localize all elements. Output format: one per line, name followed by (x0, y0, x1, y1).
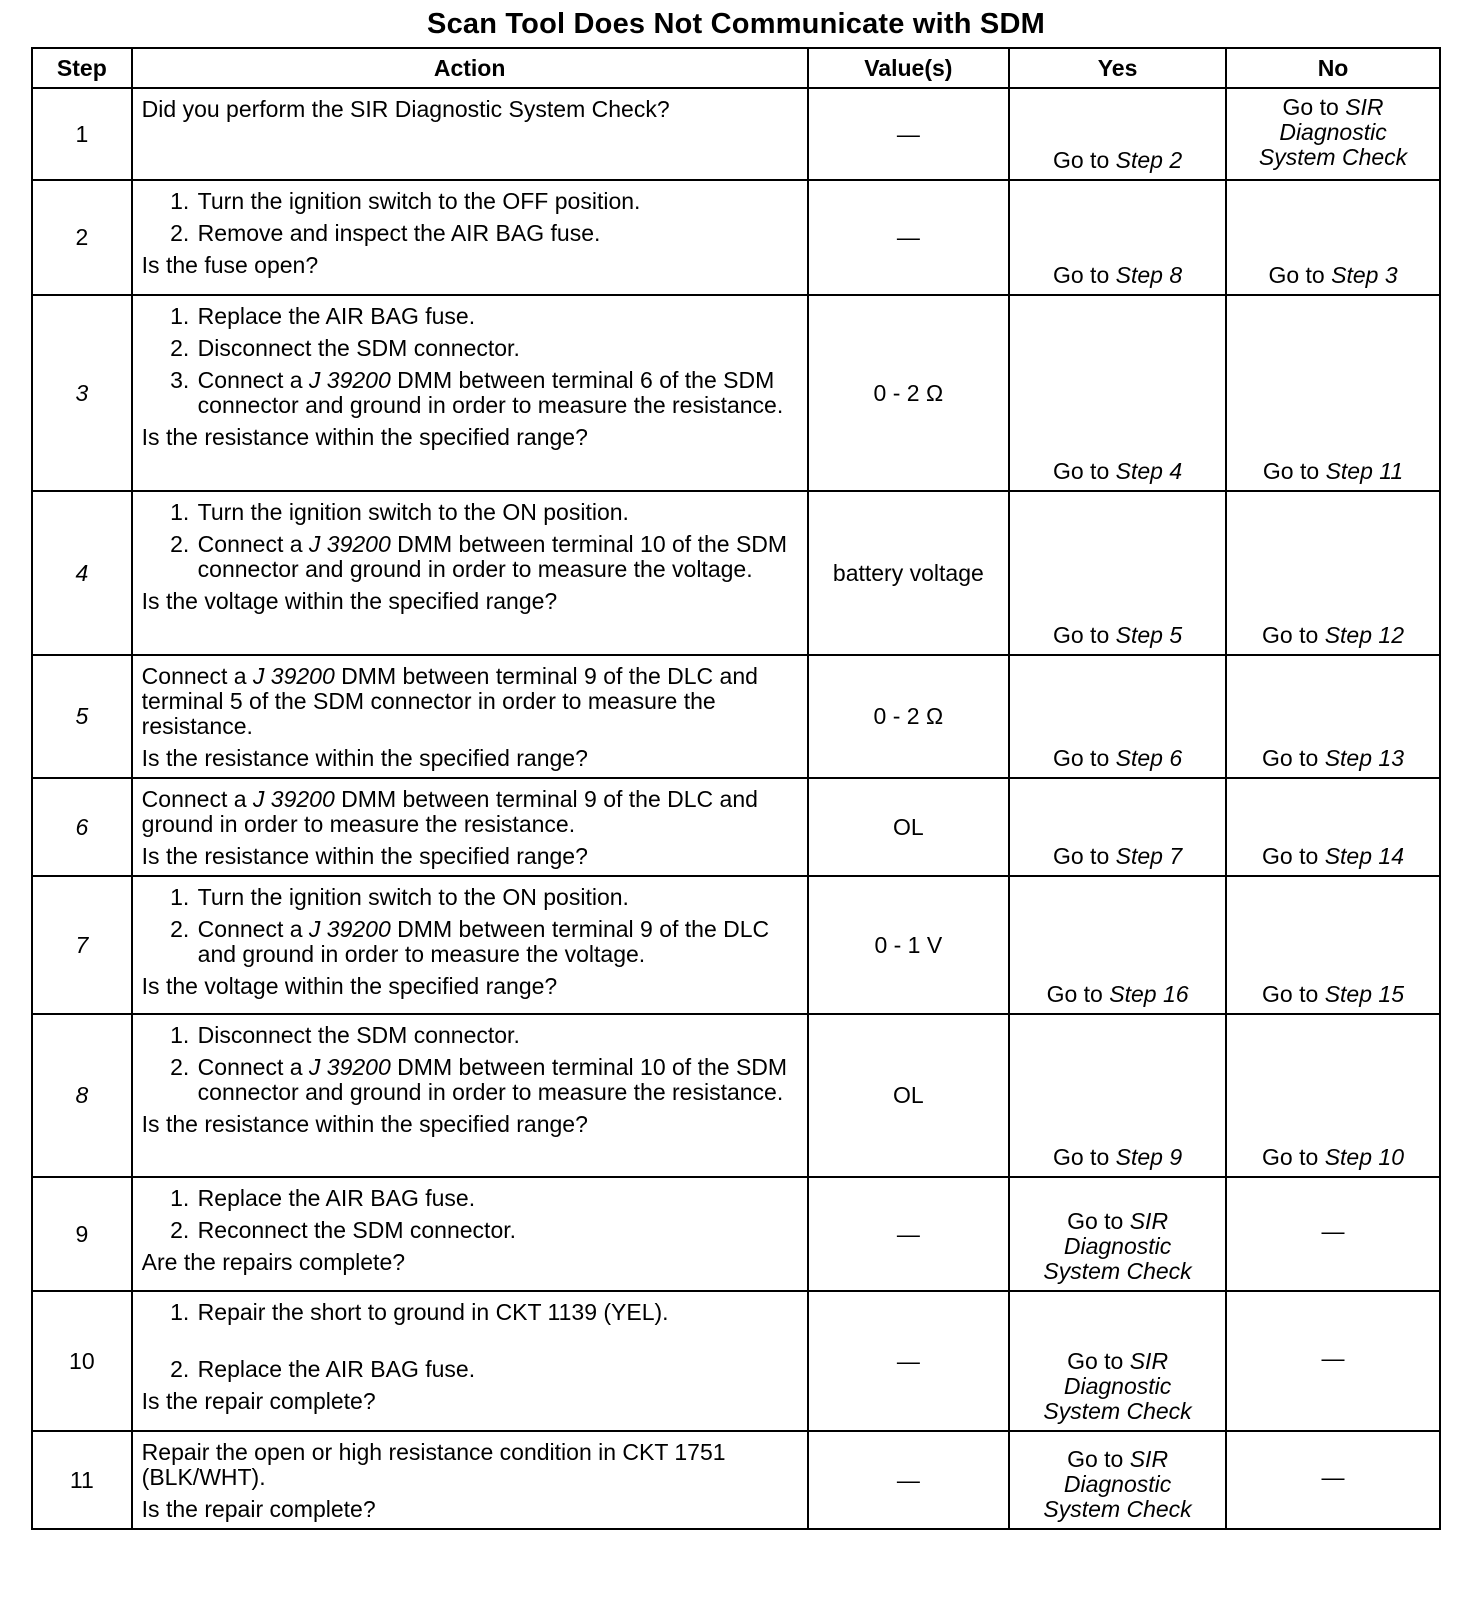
action-item: 1. Turn the ignition switch to the OFF position. (196, 189, 799, 214)
action-item: 1. Turn the ignition switch to the ON position. (196, 500, 799, 525)
header-action: Action (132, 48, 808, 88)
no-cell: Go to Step 10 (1226, 1014, 1440, 1177)
yes-cell: Go to Step 8 (1009, 180, 1226, 295)
step-number: 3 (32, 295, 132, 491)
action-item: 2. Connect a J 39200 DMM between terminal 10 of the SDM connector and ground in order to measure the voltage. (196, 532, 799, 582)
action-item: 1. Replace the AIR BAG fuse. (196, 1186, 799, 1211)
action-text: Repair the open or high resistance condition in CKT 1751 (BLK/WHT). (141, 1439, 726, 1490)
table-row (32, 1431, 1440, 1529)
no-cell: Go to Step 15 (1226, 876, 1440, 1014)
no-cell: Go to Step 13 (1226, 655, 1440, 778)
table-row (32, 88, 1440, 180)
step-number: 5 (32, 655, 132, 778)
step-number: 7 (32, 876, 132, 1014)
action-item: 1. Repair the short to ground in CKT 1139 (YEL). (196, 1300, 799, 1325)
page-title: Scan Tool Does Not Communicate with SDM (427, 8, 1045, 40)
value-cell: — (808, 180, 1009, 295)
table-row (32, 876, 1440, 1014)
action-item: 2. Remove and inspect the AIR BAG fuse. (196, 221, 799, 246)
action-cell (132, 491, 808, 655)
no-cell: — (1226, 1177, 1440, 1291)
action-item: 1. Replace the AIR BAG fuse. (196, 304, 799, 329)
value-cell: 0 - 1 V (808, 876, 1009, 1014)
yes-cell: Go to Step 7 (1009, 778, 1226, 876)
no-cell: Go to SIR Diagnostic System Check (1226, 88, 1440, 180)
action-item: 1. Disconnect the SDM connector. (196, 1023, 799, 1048)
action-item: 2. Connect a J 39200 DMM between terminal 9 of the DLC and ground in order to measure the voltage. (196, 917, 799, 967)
action-text: Connect a J 39200 DMM between terminal 9 of the DLC and terminal 5 of the SDM connector in order to measure the resistance. (141, 663, 758, 739)
action-cell (132, 876, 808, 1014)
value-cell: — (808, 1431, 1009, 1529)
value-cell: battery voltage (808, 491, 1009, 655)
no-cell: — (1226, 1291, 1440, 1431)
yes-cell: Go to Step 5 (1009, 491, 1226, 655)
header-value: Value(s) (808, 48, 1009, 88)
step-number: 4 (32, 491, 132, 655)
no-cell: Go to Step 3 (1226, 180, 1440, 295)
action-question: Is the resistance within the specified range? (141, 843, 588, 869)
value-cell: OL (808, 1014, 1009, 1177)
step-number: 1 (32, 88, 132, 180)
value-cell: 0 - 2 Ω (808, 295, 1009, 491)
action-cell (132, 180, 808, 295)
yes-cell: Go to SIR Diagnostic System Check (1009, 1177, 1226, 1291)
yes-cell: Go to Step 16 (1009, 876, 1226, 1014)
value-cell: — (808, 88, 1009, 180)
yes-cell: Go to SIR Diagnostic System Check (1009, 1291, 1226, 1431)
step-number: 6 (32, 778, 132, 876)
table-row (32, 295, 1440, 491)
no-cell: Go to Step 11 (1226, 295, 1440, 491)
yes-cell: Go to SIR Diagnostic System Check (1009, 1431, 1226, 1529)
step-number: 9 (32, 1177, 132, 1291)
action-item: 2. Connect a J 39200 DMM between terminal 10 of the SDM connector and ground in order to measure the resistance. (196, 1055, 799, 1105)
table-row (32, 1177, 1440, 1291)
header-step: Step (32, 48, 132, 88)
action-question: Is the repair complete? (141, 1388, 376, 1414)
table-header-row (32, 48, 1440, 88)
action-text: Connect a J 39200 DMM between terminal 9 of the DLC and ground in order to measure the resistance. (141, 786, 758, 837)
action-cell (132, 1177, 808, 1291)
action-cell (132, 1291, 808, 1431)
no-cell: — (1226, 1431, 1440, 1529)
table-row (32, 1291, 1440, 1431)
action-cell (132, 1431, 808, 1529)
header-no: No (1226, 48, 1440, 88)
action-item: 2. Disconnect the SDM connector. (196, 336, 799, 361)
no-cell: Go to Step 14 (1226, 778, 1440, 876)
action-question: Is the resistance within the specified range? (141, 1111, 588, 1137)
step-number: 8 (32, 1014, 132, 1177)
action-question: Is the fuse open? (141, 252, 319, 278)
action-item: 2. Reconnect the SDM connector. (196, 1218, 799, 1243)
table-row (32, 491, 1440, 655)
step-number: 10 (32, 1291, 132, 1431)
value-cell: — (808, 1291, 1009, 1431)
action-cell (132, 655, 808, 778)
action-item: 3. Connect a J 39200 DMM between terminal 6 of the SDM connector and ground in order to measure the resistance. (196, 368, 799, 418)
action-question: Is the voltage within the specified range? (141, 588, 558, 614)
value-cell: — (808, 1177, 1009, 1291)
diagnostic-table (31, 47, 1441, 1530)
action-item: 1. Turn the ignition switch to the ON position. (196, 885, 799, 910)
value-cell: 0 - 2 Ω (808, 655, 1009, 778)
action-question: Is the repair complete? (141, 1496, 376, 1522)
action-question: Is the resistance within the specified range? (141, 424, 588, 450)
yes-cell: Go to Step 6 (1009, 655, 1226, 778)
yes-cell: Go to Step 2 (1009, 88, 1226, 180)
yes-cell: Go to Step 9 (1009, 1014, 1226, 1177)
value-cell: OL (808, 778, 1009, 876)
yes-cell: Go to Step 4 (1009, 295, 1226, 491)
table-row (32, 778, 1440, 876)
action-question: Are the repairs complete? (141, 1249, 406, 1275)
action-question: Is the voltage within the specified range? (141, 973, 558, 999)
action-item: 2. Replace the AIR BAG fuse. (196, 1357, 799, 1382)
action-text: Did you perform the SIR Diagnostic System Check? (141, 96, 670, 122)
action-cell (132, 88, 808, 180)
action-cell (132, 778, 808, 876)
table-row (32, 1014, 1440, 1177)
no-cell: Go to Step 12 (1226, 491, 1440, 655)
action-cell (132, 1014, 808, 1177)
table-row (32, 180, 1440, 295)
step-number: 11 (32, 1431, 132, 1529)
table-row (32, 655, 1440, 778)
action-cell (132, 295, 808, 491)
step-number: 2 (32, 180, 132, 295)
header-yes: Yes (1009, 48, 1226, 88)
action-question: Is the resistance within the specified range? (141, 745, 588, 771)
